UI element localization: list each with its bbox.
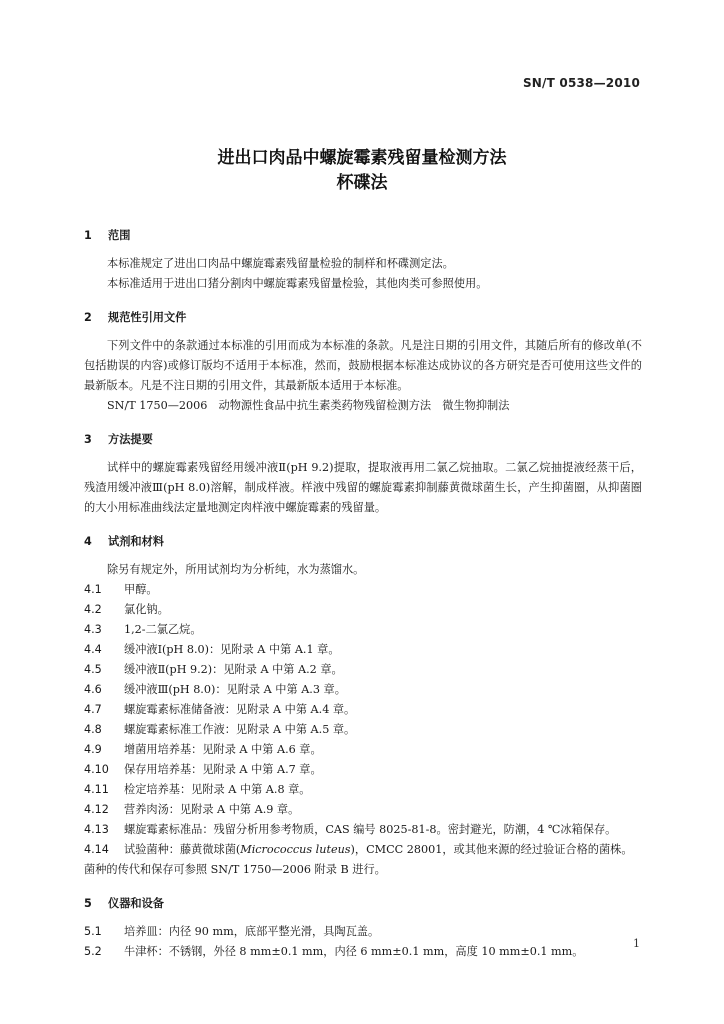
title-line-2: 杯碟法 xyxy=(336,173,388,193)
species-name: Micrococcus luteus xyxy=(240,843,351,856)
list-item: 5.2 牛津杯：不锈钢，外径 8 mm±0.1 mm，内径 6 mm±0.1 mm，高度 10 mm±0.1 mm。 xyxy=(84,945,584,958)
scope-paragraph-1: 本标准规定了进出口肉品中螺旋霉素残留量检验的制样和杯碟测定法。 xyxy=(107,257,454,270)
list-item-test-strain: 4.14 试验菌种：藤黄微球菌(Micrococcus luteus)，CMCC 28001，或其他来源的经过验证合格的菌株。菌种的传代和保存可参照 SN/T 1750—2006 附录 B 进行。 xyxy=(84,843,633,876)
list-item: 4.4 缓冲液Ⅰ(pH 8.0)：见附录 A 中第 A.1 章。 xyxy=(84,643,340,656)
list-item: 4.12 营养肉汤：见附录 A 中第 A.9 章。 xyxy=(84,803,300,816)
title-line-1: 进出口肉品中螺旋霉素残留量检测方法 xyxy=(217,148,507,168)
section-title: 仪器和设备 xyxy=(108,897,164,910)
document-body xyxy=(84,226,642,962)
list-item: 4.9 增菌用培养基：见附录 A 中第 A.6 章。 xyxy=(84,743,322,756)
list-item: 4.7 螺旋霉素标准储备液：见附录 A 中第 A.4 章。 xyxy=(84,703,356,716)
section-number: 5 xyxy=(84,897,92,910)
section-1-heading xyxy=(84,226,642,246)
section-number: 3 xyxy=(84,433,92,446)
section-title: 规范性引用文件 xyxy=(108,311,187,324)
section-number: 1 xyxy=(84,229,92,242)
list-item: 4.2 氯化钠。 xyxy=(84,603,169,616)
list-item: 4.11 检定培养基：见附录 A 中第 A.8 章。 xyxy=(84,783,311,796)
document-title xyxy=(0,146,724,196)
list-item: 4.10 保存用培养基：见附录 A 中第 A.7 章。 xyxy=(84,763,322,776)
section-title: 范围 xyxy=(108,229,131,242)
section-3-heading xyxy=(84,430,642,450)
section-number: 4 xyxy=(84,535,92,548)
list-item: 4.13 螺旋霉素标准品：残留分析用参考物质，CAS 编号 8025-81-8。密封避光，防潮，4 ℃冰箱保存。 xyxy=(84,823,617,836)
section-2-heading xyxy=(84,308,642,328)
section-number: 2 xyxy=(84,311,92,324)
scope-paragraph-2: 本标准适用于进出口猪分割肉中螺旋霉素残留量检验，其他肉类可参照使用。 xyxy=(107,277,488,290)
section-5-heading xyxy=(84,894,642,914)
list-item: 4.5 缓冲液Ⅱ(pH 9.2)：见附录 A 中第 A.2 章。 xyxy=(84,663,343,676)
reference-entry: SN/T 1750—2006 动物源性食品中抗生素类药物残留检测方法 微生物抑制法 xyxy=(107,399,510,412)
section-title: 试剂和材料 xyxy=(108,535,164,548)
list-item: 5.1 培养皿：内径 90 mm，底部平整光滑，具陶瓦盖。 xyxy=(84,925,380,938)
reagents-intro: 除另有规定外，所用试剂均为分析纯，水为蒸馏水。 xyxy=(107,563,365,576)
list-item: 4.6 缓冲液Ⅲ(pH 8.0)：见附录 A 中第 A.3 章。 xyxy=(84,683,346,696)
section-title: 方法提要 xyxy=(108,433,153,446)
normative-references-paragraph: 下列文件中的条款通过本标准的引用而成为本标准的条款。凡是注日期的引用文件，其随后所有的修改单(不包括勘误的内容)或修订版均不适用于本标准，然而，鼓励根据本标准达成协议的各方研究是否可使用这些文件的最新版本。凡是不注日期的引用文件，其最新版本适用于本标准。 xyxy=(84,339,642,392)
standard-code: SN/T 0538—2010 xyxy=(522,76,640,90)
list-item: 4.8 螺旋霉素标准工作液：见附录 A 中第 A.5 章。 xyxy=(84,723,356,736)
list-item: 4.1 甲醇。 xyxy=(84,583,158,596)
method-summary-paragraph: 试样中的螺旋霉素残留经用缓冲液Ⅱ(pH 9.2)提取，提取液再用二氯乙烷抽取。二氯乙烷抽提液经蒸干后，残渣用缓冲液Ⅲ(pH 8.0)溶解，制成样液。样液中残留的螺旋霉素抑制藤黄微球菌生长，产生抑菌圈，从抑菌圈的大小用标准曲线法定量地测定肉样液中螺旋霉素的残留量。 xyxy=(84,461,642,514)
list-item: 4.3 1,2-二氯乙烷。 xyxy=(84,623,202,636)
section-4-heading xyxy=(84,532,642,552)
page-number: 1 xyxy=(633,937,640,950)
